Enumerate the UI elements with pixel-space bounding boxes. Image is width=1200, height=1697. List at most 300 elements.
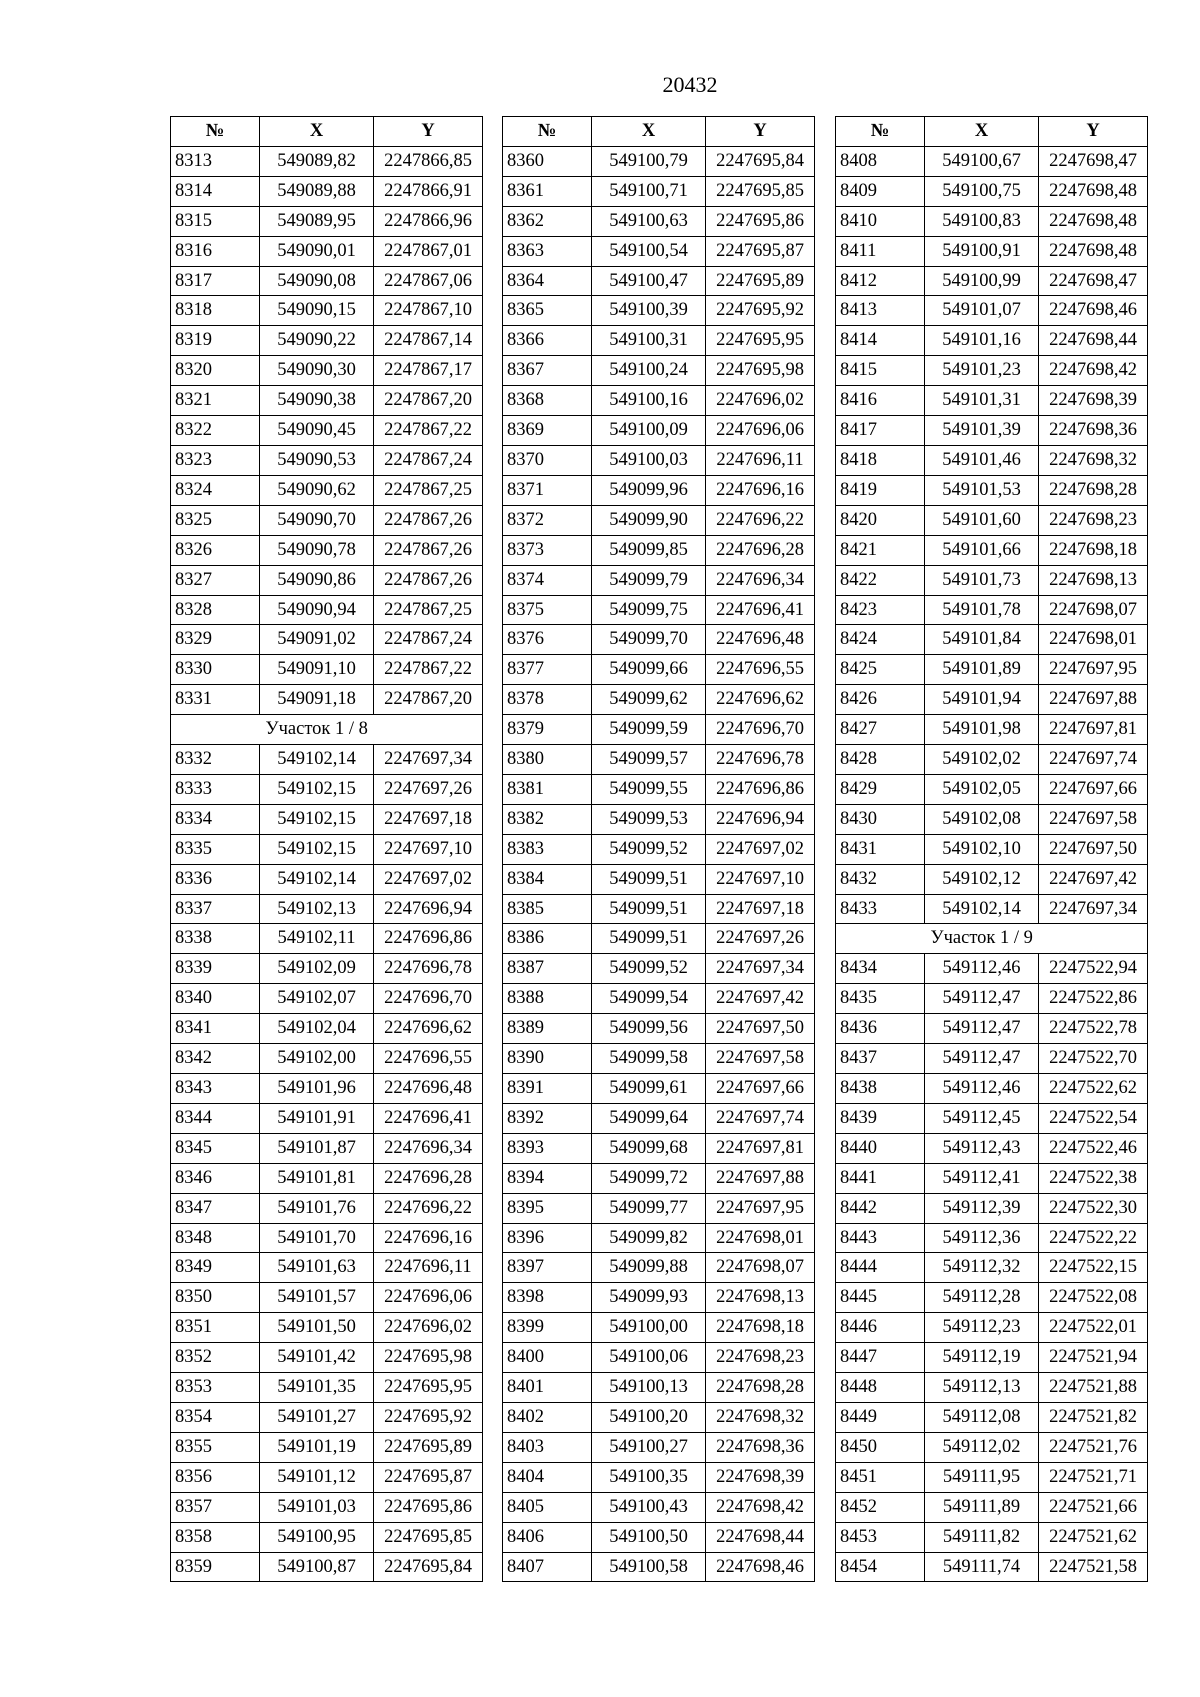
x-coordinate: 549100,50 bbox=[592, 1522, 706, 1552]
x-coordinate: 549100,35 bbox=[592, 1462, 706, 1492]
point-number: 8374 bbox=[503, 565, 592, 595]
table-row bbox=[503, 864, 815, 894]
table-row bbox=[171, 1193, 483, 1223]
y-coordinate: 2247696,48 bbox=[374, 1074, 483, 1104]
x-coordinate: 549101,94 bbox=[925, 685, 1039, 715]
x-coordinate: 549099,51 bbox=[592, 864, 706, 894]
table-row bbox=[836, 1074, 1148, 1104]
point-number: 8399 bbox=[503, 1313, 592, 1343]
point-number: 8341 bbox=[171, 1014, 260, 1044]
y-coordinate: 2247696,16 bbox=[706, 475, 815, 505]
y-coordinate: 2247696,70 bbox=[706, 715, 815, 745]
x-coordinate: 549100,43 bbox=[592, 1492, 706, 1522]
y-coordinate: 2247867,17 bbox=[374, 356, 483, 386]
table-row bbox=[171, 864, 483, 894]
table-row bbox=[171, 1492, 483, 1522]
table-row bbox=[503, 475, 815, 505]
x-coordinate: 549102,08 bbox=[925, 804, 1039, 834]
coordinates-table-3 bbox=[835, 116, 1148, 1582]
point-number: 8396 bbox=[503, 1223, 592, 1253]
x-coordinate: 549099,77 bbox=[592, 1193, 706, 1223]
y-coordinate: 2247695,95 bbox=[706, 326, 815, 356]
y-coordinate: 2247697,95 bbox=[1039, 655, 1148, 685]
x-coordinate: 549102,10 bbox=[925, 834, 1039, 864]
table-row bbox=[171, 236, 483, 266]
table-row bbox=[836, 1014, 1148, 1044]
point-number: 8450 bbox=[836, 1432, 925, 1462]
y-coordinate: 2247698,28 bbox=[1039, 475, 1148, 505]
header-y: Y bbox=[706, 117, 815, 147]
point-number: 8428 bbox=[836, 745, 925, 775]
y-coordinate: 2247697,42 bbox=[1039, 864, 1148, 894]
x-coordinate: 549089,88 bbox=[260, 176, 374, 206]
table-row bbox=[171, 924, 483, 954]
y-coordinate: 2247866,96 bbox=[374, 206, 483, 236]
point-number: 8444 bbox=[836, 1253, 925, 1283]
table-header-row bbox=[171, 117, 483, 147]
x-coordinate: 549089,82 bbox=[260, 146, 374, 176]
table-row bbox=[171, 1014, 483, 1044]
table-row bbox=[503, 1193, 815, 1223]
x-coordinate: 549112,47 bbox=[925, 984, 1039, 1014]
point-number: 8366 bbox=[503, 326, 592, 356]
y-coordinate: 2247696,06 bbox=[374, 1283, 483, 1313]
y-coordinate: 2247866,91 bbox=[374, 176, 483, 206]
table-row bbox=[503, 176, 815, 206]
header-num: № bbox=[836, 117, 925, 147]
x-coordinate: 549112,19 bbox=[925, 1343, 1039, 1373]
x-coordinate: 549101,66 bbox=[925, 535, 1039, 565]
x-coordinate: 549101,42 bbox=[260, 1343, 374, 1373]
point-number: 8404 bbox=[503, 1462, 592, 1492]
table-row bbox=[836, 1133, 1148, 1163]
x-coordinate: 549112,45 bbox=[925, 1103, 1039, 1133]
x-coordinate: 549099,79 bbox=[592, 565, 706, 595]
x-coordinate: 549100,24 bbox=[592, 356, 706, 386]
table-row bbox=[836, 505, 1148, 535]
y-coordinate: 2247867,26 bbox=[374, 535, 483, 565]
point-number: 8418 bbox=[836, 445, 925, 475]
table-row bbox=[503, 774, 815, 804]
y-coordinate: 2247521,88 bbox=[1039, 1373, 1148, 1403]
point-number: 8401 bbox=[503, 1373, 592, 1403]
x-coordinate: 549100,87 bbox=[260, 1552, 374, 1582]
table-row bbox=[171, 954, 483, 984]
y-coordinate: 2247522,15 bbox=[1039, 1253, 1148, 1283]
y-coordinate: 2247698,01 bbox=[706, 1223, 815, 1253]
y-coordinate: 2247698,44 bbox=[706, 1522, 815, 1552]
table-row bbox=[171, 1522, 483, 1552]
point-number: 8332 bbox=[171, 745, 260, 775]
y-coordinate: 2247522,62 bbox=[1039, 1074, 1148, 1104]
x-coordinate: 549090,08 bbox=[260, 266, 374, 296]
y-coordinate: 2247697,81 bbox=[706, 1133, 815, 1163]
x-coordinate: 549101,19 bbox=[260, 1432, 374, 1462]
y-coordinate: 2247696,62 bbox=[374, 1014, 483, 1044]
y-coordinate: 2247697,10 bbox=[374, 834, 483, 864]
x-coordinate: 549090,15 bbox=[260, 296, 374, 326]
y-coordinate: 2247696,94 bbox=[706, 804, 815, 834]
table-row bbox=[836, 146, 1148, 176]
table-row bbox=[171, 984, 483, 1014]
header-y: Y bbox=[374, 117, 483, 147]
y-coordinate: 2247696,34 bbox=[706, 565, 815, 595]
table-row bbox=[836, 206, 1148, 236]
point-number: 8353 bbox=[171, 1373, 260, 1403]
table-row bbox=[171, 1432, 483, 1462]
point-number: 8323 bbox=[171, 445, 260, 475]
point-number: 8367 bbox=[503, 356, 592, 386]
x-coordinate: 549102,13 bbox=[260, 894, 374, 924]
y-coordinate: 2247697,81 bbox=[1039, 715, 1148, 745]
point-number: 8368 bbox=[503, 386, 592, 416]
table-row bbox=[171, 595, 483, 625]
table-row bbox=[171, 804, 483, 834]
table-row bbox=[171, 1044, 483, 1074]
table-row bbox=[171, 1133, 483, 1163]
table-row bbox=[836, 804, 1148, 834]
table-row bbox=[836, 1253, 1148, 1283]
x-coordinate: 549102,02 bbox=[925, 745, 1039, 775]
x-coordinate: 549099,53 bbox=[592, 804, 706, 834]
y-coordinate: 2247697,42 bbox=[706, 984, 815, 1014]
y-coordinate: 2247522,78 bbox=[1039, 1014, 1148, 1044]
x-coordinate: 549101,73 bbox=[925, 565, 1039, 595]
point-number: 8429 bbox=[836, 774, 925, 804]
y-coordinate: 2247698,36 bbox=[706, 1432, 815, 1462]
y-coordinate: 2247521,82 bbox=[1039, 1402, 1148, 1432]
x-coordinate: 549101,81 bbox=[260, 1163, 374, 1193]
y-coordinate: 2247522,54 bbox=[1039, 1103, 1148, 1133]
point-number: 8377 bbox=[503, 655, 592, 685]
x-coordinate: 549111,95 bbox=[925, 1462, 1039, 1492]
point-number: 8392 bbox=[503, 1103, 592, 1133]
y-coordinate: 2247696,94 bbox=[374, 894, 483, 924]
point-number: 8345 bbox=[171, 1133, 260, 1163]
point-number: 8412 bbox=[836, 266, 925, 296]
y-coordinate: 2247696,11 bbox=[374, 1253, 483, 1283]
x-coordinate: 549090,94 bbox=[260, 595, 374, 625]
table-row bbox=[836, 1432, 1148, 1462]
table-row bbox=[503, 954, 815, 984]
y-coordinate: 2247698,23 bbox=[706, 1343, 815, 1373]
table-row bbox=[171, 386, 483, 416]
x-coordinate: 549100,27 bbox=[592, 1432, 706, 1462]
y-coordinate: 2247697,10 bbox=[706, 864, 815, 894]
table-row bbox=[503, 1014, 815, 1044]
x-coordinate: 549101,84 bbox=[925, 625, 1039, 655]
y-coordinate: 2247696,06 bbox=[706, 416, 815, 446]
y-coordinate: 2247696,55 bbox=[374, 1044, 483, 1074]
point-number: 8386 bbox=[503, 924, 592, 954]
table-row bbox=[503, 1432, 815, 1462]
table-row bbox=[503, 505, 815, 535]
section-spacer bbox=[836, 924, 925, 954]
y-coordinate: 2247696,34 bbox=[374, 1133, 483, 1163]
x-coordinate: 549112,47 bbox=[925, 1014, 1039, 1044]
point-number: 8384 bbox=[503, 864, 592, 894]
x-coordinate: 549099,57 bbox=[592, 745, 706, 775]
table-row bbox=[836, 296, 1148, 326]
y-coordinate: 2247696,02 bbox=[374, 1313, 483, 1343]
point-number: 8410 bbox=[836, 206, 925, 236]
point-number: 8425 bbox=[836, 655, 925, 685]
y-coordinate: 2247698,46 bbox=[706, 1552, 815, 1582]
y-coordinate: 2247867,20 bbox=[374, 685, 483, 715]
table-row bbox=[836, 1462, 1148, 1492]
y-coordinate: 2247522,94 bbox=[1039, 954, 1148, 984]
point-number: 8355 bbox=[171, 1432, 260, 1462]
y-coordinate: 2247867,06 bbox=[374, 266, 483, 296]
x-coordinate: 549112,32 bbox=[925, 1253, 1039, 1283]
y-coordinate: 2247867,26 bbox=[374, 565, 483, 595]
point-number: 8389 bbox=[503, 1014, 592, 1044]
x-coordinate: 549099,56 bbox=[592, 1014, 706, 1044]
point-number: 8379 bbox=[503, 715, 592, 745]
y-coordinate: 2247698,01 bbox=[1039, 625, 1148, 655]
x-coordinate: 549101,76 bbox=[260, 1193, 374, 1223]
y-coordinate: 2247696,02 bbox=[706, 386, 815, 416]
x-coordinate: 549100,67 bbox=[925, 146, 1039, 176]
table-row bbox=[503, 1522, 815, 1552]
y-coordinate: 2247696,62 bbox=[706, 685, 815, 715]
x-coordinate: 549101,03 bbox=[260, 1492, 374, 1522]
point-number: 8320 bbox=[171, 356, 260, 386]
y-coordinate: 2247697,26 bbox=[706, 924, 815, 954]
x-coordinate: 549101,12 bbox=[260, 1462, 374, 1492]
y-coordinate: 2247695,85 bbox=[374, 1522, 483, 1552]
point-number: 8394 bbox=[503, 1163, 592, 1193]
table-row bbox=[503, 386, 815, 416]
y-coordinate: 2247695,98 bbox=[374, 1343, 483, 1373]
point-number: 8344 bbox=[171, 1103, 260, 1133]
point-number: 8391 bbox=[503, 1074, 592, 1104]
point-number: 8423 bbox=[836, 595, 925, 625]
table-row bbox=[503, 625, 815, 655]
y-coordinate: 2247696,78 bbox=[374, 954, 483, 984]
point-number: 8403 bbox=[503, 1432, 592, 1462]
table-row bbox=[503, 1402, 815, 1432]
table-row bbox=[836, 1522, 1148, 1552]
point-number: 8381 bbox=[503, 774, 592, 804]
point-number: 8376 bbox=[503, 625, 592, 655]
table-row bbox=[171, 505, 483, 535]
point-number: 8409 bbox=[836, 176, 925, 206]
coordinates-table-1 bbox=[170, 116, 483, 1582]
point-number: 8387 bbox=[503, 954, 592, 984]
point-number: 8327 bbox=[171, 565, 260, 595]
y-coordinate: 2247695,87 bbox=[706, 236, 815, 266]
y-coordinate: 2247698,18 bbox=[706, 1313, 815, 1343]
y-coordinate: 2247867,01 bbox=[374, 236, 483, 266]
table-row bbox=[836, 416, 1148, 446]
table-row bbox=[503, 326, 815, 356]
point-number: 8454 bbox=[836, 1552, 925, 1582]
y-coordinate: 2247697,02 bbox=[706, 834, 815, 864]
x-coordinate: 549100,16 bbox=[592, 386, 706, 416]
header-x: X bbox=[592, 117, 706, 147]
header-y: Y bbox=[1039, 117, 1148, 147]
table-row bbox=[836, 356, 1148, 386]
x-coordinate: 549101,91 bbox=[260, 1103, 374, 1133]
x-coordinate: 549100,00 bbox=[592, 1313, 706, 1343]
y-coordinate: 2247697,34 bbox=[706, 954, 815, 984]
table-row bbox=[503, 1253, 815, 1283]
y-coordinate: 2247698,32 bbox=[1039, 445, 1148, 475]
y-coordinate: 2247698,23 bbox=[1039, 505, 1148, 535]
table-row bbox=[171, 146, 483, 176]
x-coordinate: 549101,07 bbox=[925, 296, 1039, 326]
x-coordinate: 549099,62 bbox=[592, 685, 706, 715]
y-coordinate: 2247698,32 bbox=[706, 1402, 815, 1432]
point-number: 8347 bbox=[171, 1193, 260, 1223]
x-coordinate: 549100,83 bbox=[925, 206, 1039, 236]
point-number: 8375 bbox=[503, 595, 592, 625]
x-coordinate: 549101,57 bbox=[260, 1283, 374, 1313]
x-coordinate: 549102,09 bbox=[260, 954, 374, 984]
table-row bbox=[503, 685, 815, 715]
y-coordinate: 2247866,85 bbox=[374, 146, 483, 176]
table-row bbox=[836, 266, 1148, 296]
point-number: 8408 bbox=[836, 146, 925, 176]
x-coordinate: 549099,96 bbox=[592, 475, 706, 505]
y-coordinate: 2247697,95 bbox=[706, 1193, 815, 1223]
y-coordinate: 2247522,30 bbox=[1039, 1193, 1148, 1223]
point-number: 8329 bbox=[171, 625, 260, 655]
table-row bbox=[503, 1373, 815, 1403]
table-row bbox=[836, 475, 1148, 505]
x-coordinate: 549090,22 bbox=[260, 326, 374, 356]
y-coordinate: 2247522,86 bbox=[1039, 984, 1148, 1014]
table-row bbox=[171, 1253, 483, 1283]
y-coordinate: 2247522,46 bbox=[1039, 1133, 1148, 1163]
table-row bbox=[171, 356, 483, 386]
point-number: 8335 bbox=[171, 834, 260, 864]
x-coordinate: 549100,95 bbox=[260, 1522, 374, 1552]
y-coordinate: 2247695,85 bbox=[706, 176, 815, 206]
table-row bbox=[171, 655, 483, 685]
x-coordinate: 549100,99 bbox=[925, 266, 1039, 296]
x-coordinate: 549111,82 bbox=[925, 1522, 1039, 1552]
point-number: 8431 bbox=[836, 834, 925, 864]
point-number: 8416 bbox=[836, 386, 925, 416]
point-number: 8315 bbox=[171, 206, 260, 236]
x-coordinate: 549090,78 bbox=[260, 535, 374, 565]
y-coordinate: 2247697,50 bbox=[1039, 834, 1148, 864]
table-row bbox=[503, 206, 815, 236]
x-coordinate: 549099,85 bbox=[592, 535, 706, 565]
x-coordinate: 549099,55 bbox=[592, 774, 706, 804]
x-coordinate: 549099,51 bbox=[592, 894, 706, 924]
point-number: 8433 bbox=[836, 894, 925, 924]
y-coordinate: 2247698,07 bbox=[706, 1253, 815, 1283]
x-coordinate: 549102,14 bbox=[260, 745, 374, 775]
table-row bbox=[171, 625, 483, 655]
section-row bbox=[171, 715, 483, 745]
point-number: 8359 bbox=[171, 1552, 260, 1582]
table-row bbox=[503, 834, 815, 864]
x-coordinate: 549102,04 bbox=[260, 1014, 374, 1044]
x-coordinate: 549102,15 bbox=[260, 774, 374, 804]
section-label: Участок 1 / 8 bbox=[260, 715, 483, 745]
x-coordinate: 549112,39 bbox=[925, 1193, 1039, 1223]
y-coordinate: 2247698,44 bbox=[1039, 326, 1148, 356]
point-number: 8427 bbox=[836, 715, 925, 745]
table-row bbox=[171, 1163, 483, 1193]
point-number: 8350 bbox=[171, 1283, 260, 1313]
x-coordinate: 549112,46 bbox=[925, 1074, 1039, 1104]
table-row bbox=[503, 416, 815, 446]
x-coordinate: 549112,02 bbox=[925, 1432, 1039, 1462]
table-row bbox=[836, 1343, 1148, 1373]
point-number: 8334 bbox=[171, 804, 260, 834]
table-row bbox=[171, 894, 483, 924]
point-number: 8378 bbox=[503, 685, 592, 715]
y-coordinate: 2247698,42 bbox=[706, 1492, 815, 1522]
table-row bbox=[171, 475, 483, 505]
x-coordinate: 549111,89 bbox=[925, 1492, 1039, 1522]
point-number: 8419 bbox=[836, 475, 925, 505]
x-coordinate: 549101,53 bbox=[925, 475, 1039, 505]
point-number: 8370 bbox=[503, 445, 592, 475]
y-coordinate: 2247696,70 bbox=[374, 984, 483, 1014]
table-row bbox=[836, 894, 1148, 924]
table-row bbox=[503, 804, 815, 834]
y-coordinate: 2247695,87 bbox=[374, 1462, 483, 1492]
point-number: 8448 bbox=[836, 1373, 925, 1403]
point-number: 8422 bbox=[836, 565, 925, 595]
y-coordinate: 2247696,41 bbox=[374, 1103, 483, 1133]
x-coordinate: 549099,64 bbox=[592, 1103, 706, 1133]
point-number: 8421 bbox=[836, 535, 925, 565]
y-coordinate: 2247698,48 bbox=[1039, 236, 1148, 266]
point-number: 8314 bbox=[171, 176, 260, 206]
point-number: 8343 bbox=[171, 1074, 260, 1104]
x-coordinate: 549101,16 bbox=[925, 326, 1039, 356]
point-number: 8313 bbox=[171, 146, 260, 176]
point-number: 8442 bbox=[836, 1193, 925, 1223]
point-number: 8352 bbox=[171, 1343, 260, 1373]
point-number: 8415 bbox=[836, 356, 925, 386]
x-coordinate: 549112,28 bbox=[925, 1283, 1039, 1313]
x-coordinate: 549099,72 bbox=[592, 1163, 706, 1193]
x-coordinate: 549090,62 bbox=[260, 475, 374, 505]
table-row bbox=[836, 1373, 1148, 1403]
y-coordinate: 2247695,84 bbox=[374, 1552, 483, 1582]
point-number: 8373 bbox=[503, 535, 592, 565]
y-coordinate: 2247698,48 bbox=[1039, 206, 1148, 236]
table-row bbox=[171, 445, 483, 475]
x-coordinate: 549090,86 bbox=[260, 565, 374, 595]
y-coordinate: 2247696,22 bbox=[706, 505, 815, 535]
x-coordinate: 549099,93 bbox=[592, 1283, 706, 1313]
y-coordinate: 2247867,25 bbox=[374, 475, 483, 505]
y-coordinate: 2247698,07 bbox=[1039, 595, 1148, 625]
x-coordinate: 549101,23 bbox=[925, 356, 1039, 386]
section-row bbox=[836, 924, 1148, 954]
point-number: 8338 bbox=[171, 924, 260, 954]
table-row bbox=[503, 894, 815, 924]
table-row bbox=[171, 326, 483, 356]
point-number: 8397 bbox=[503, 1253, 592, 1283]
y-coordinate: 2247698,47 bbox=[1039, 146, 1148, 176]
y-coordinate: 2247697,34 bbox=[1039, 894, 1148, 924]
x-coordinate: 549100,31 bbox=[592, 326, 706, 356]
y-coordinate: 2247696,48 bbox=[706, 625, 815, 655]
table-row bbox=[171, 296, 483, 326]
table-row bbox=[836, 834, 1148, 864]
y-coordinate: 2247695,86 bbox=[706, 206, 815, 236]
